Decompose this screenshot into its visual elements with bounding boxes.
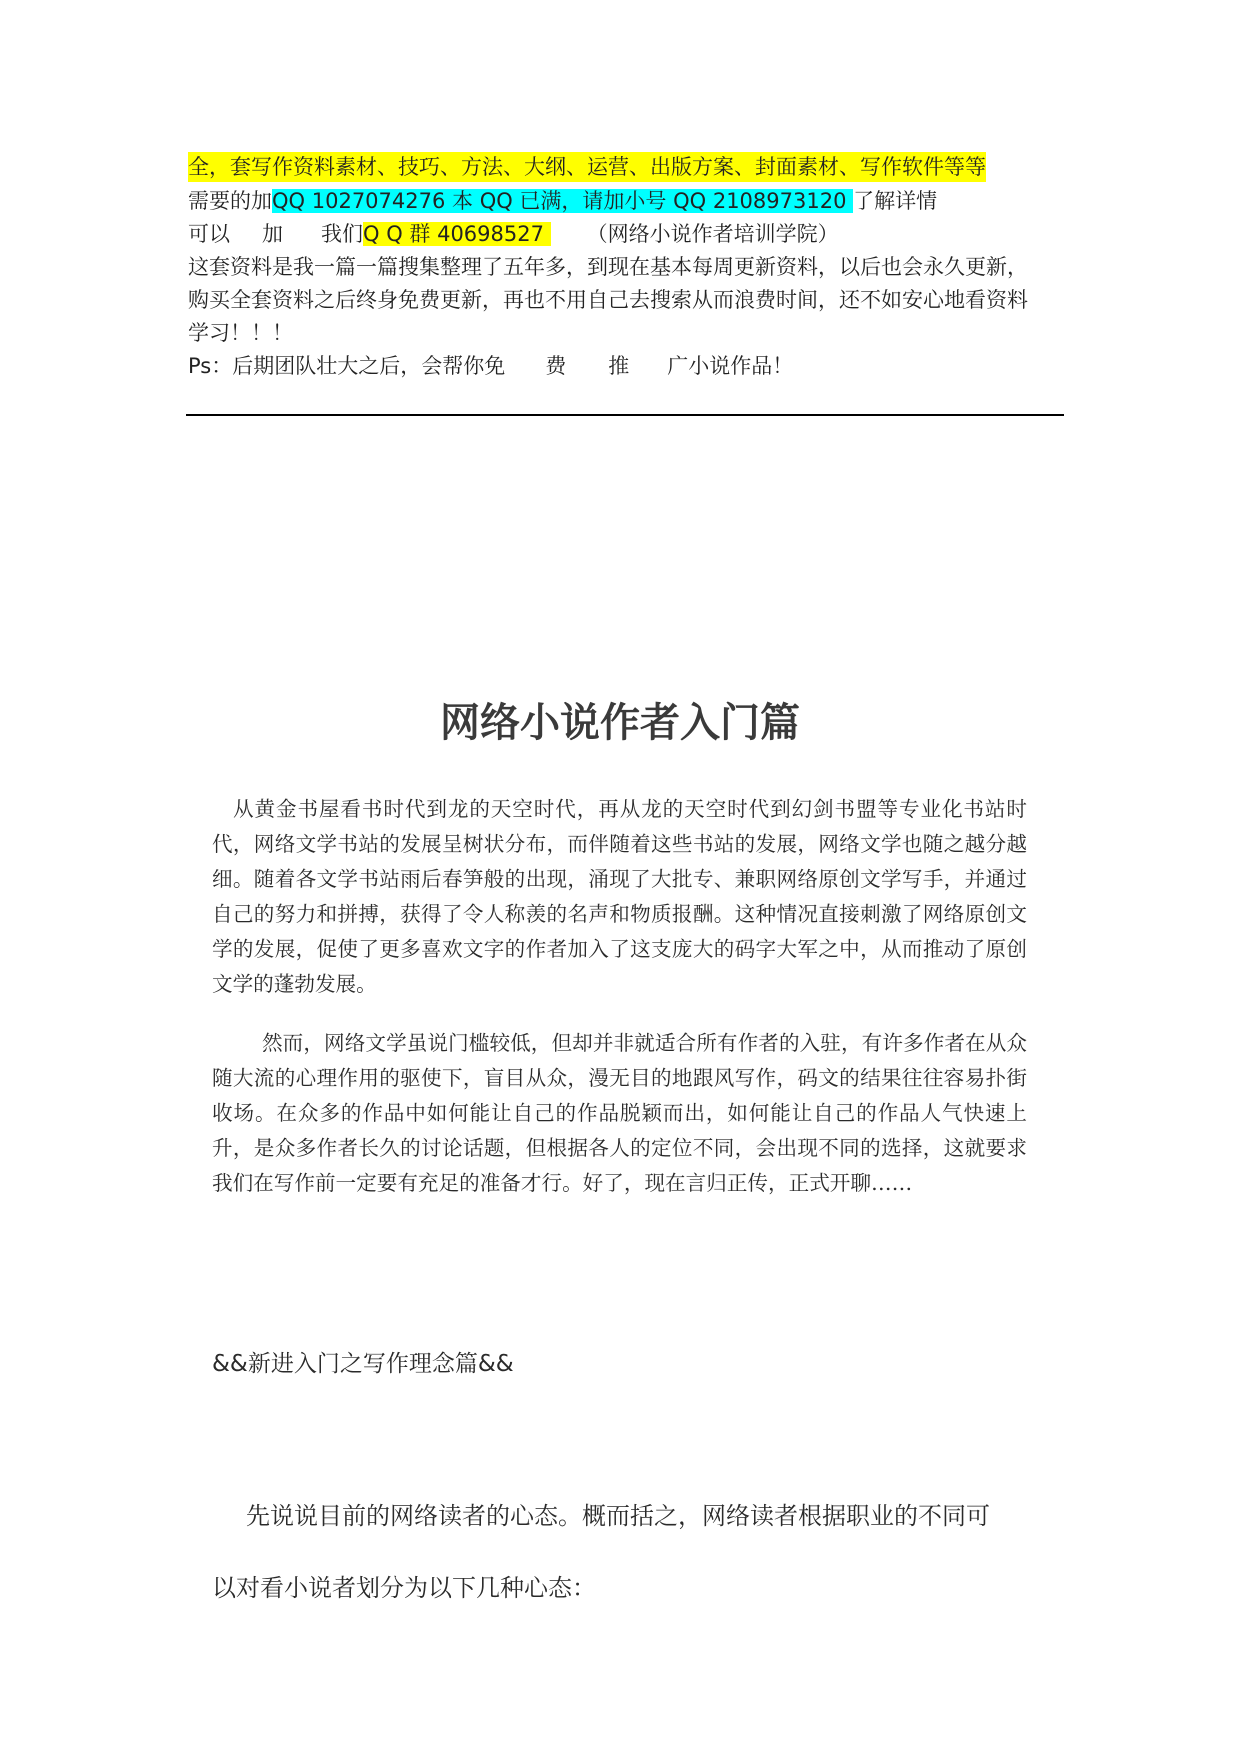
ad-line-3-b: 加 — [262, 222, 283, 246]
ad-line-3-c: 我们 — [321, 222, 363, 246]
ad-line-1: 全，套写作资料素材、技巧、方法、大纲、运营、出版方案、封面素材、写作软件等等 — [188, 152, 986, 182]
ad-line-6: 学习！！！ — [188, 321, 293, 345]
ps-label: Ps： — [188, 354, 233, 378]
ad-line-3 — [188, 219, 839, 249]
qq-group-highlight: Q Q 群 40698527 — [363, 222, 551, 246]
horizontal-divider — [186, 414, 1064, 416]
ad-line-4: 这套资料是我一篇一篇搜集整理了五年多，到现在基本每周更新资料，以后也会永久更新， — [188, 255, 1028, 279]
ad-line-7-b: 费 — [545, 354, 567, 378]
intro-line-2: 以对看小说者划分为以下几种心态： — [212, 1574, 596, 1602]
section-heading: &&新进入门之写作理念篇&& — [212, 1351, 514, 1377]
intro-paragraph — [212, 1480, 1032, 1624]
ad-line-7-a: 后期团队壮大之后，会帮你免 — [232, 354, 506, 378]
ad-line-3-d: （网络小说作者培训学院） — [586, 222, 839, 246]
article-paragraph-1 — [212, 792, 1027, 1002]
paragraph-2-text: 然而，网络文学虽说门槛较低，但却并非就适合所有作者的入驻，有许多作者在从众随大流的心理作用的驱使下，盲目从众，漫无目的地跟风写作，码文的结果往往容易扑街收场。在众多的作品中如何能让自己的作品脱颖而出，如何能让自己的作品人气快速上升，是众多作者长久的讨论话题，但根据各人的定位不同，会出现不同的选择，这就要求我们在写作前一定要有充足的准备才行。好了，现在言归正传，正式开聊…… — [212, 1031, 1027, 1195]
qq-highlight: QQ 1027074276 本 QQ 已满，请加小号 QQ 2108973120 — [272, 189, 854, 213]
ad-line-7-d: 广小说作品！ — [667, 354, 794, 378]
ad-line-2 — [188, 186, 937, 216]
article-title: 网络小说作者入门篇 — [440, 700, 800, 746]
intro-line-1: 先说说目前的网络读者的心态。概而括之，网络读者根据职业的不同可 — [246, 1502, 990, 1530]
ad-line-2-suffix: 了解详情 — [853, 189, 938, 213]
ad-line-2-prefix: 需要的加 — [188, 189, 272, 213]
paragraph-1-text: 从黄金书屋看书时代到龙的天空时代，再从龙的天空时代到幻剑书盟等专业化书站时代，网络文学书站的发展呈树状分布，而伴随着这些书站的发展，网络文学也随之越分越细。随着各文学书站雨后春笋般的出现，涌现了大批专、兼职网络原创文学写手，并通过自己的努力和拼搏，获得了令人称羡的名声和物质报酬。这种情况直接刺激了网络原创文学的发展，促使了更多喜欢文字的作者加入了这支庞大的码字大军之中，从而推动了原创文学的蓬勃发展。 — [212, 797, 1027, 996]
article-paragraph-2 — [212, 1026, 1027, 1201]
ad-line-5: 购买全套资料之后终身免费更新，再也不用自己去搜索从而浪费时间，还不如安心地看资料 — [188, 288, 1028, 312]
ad-line-7-c: 推 — [608, 354, 630, 378]
ad-line-3-a: 可以 — [188, 222, 230, 246]
ad-line-7 — [188, 351, 793, 381]
